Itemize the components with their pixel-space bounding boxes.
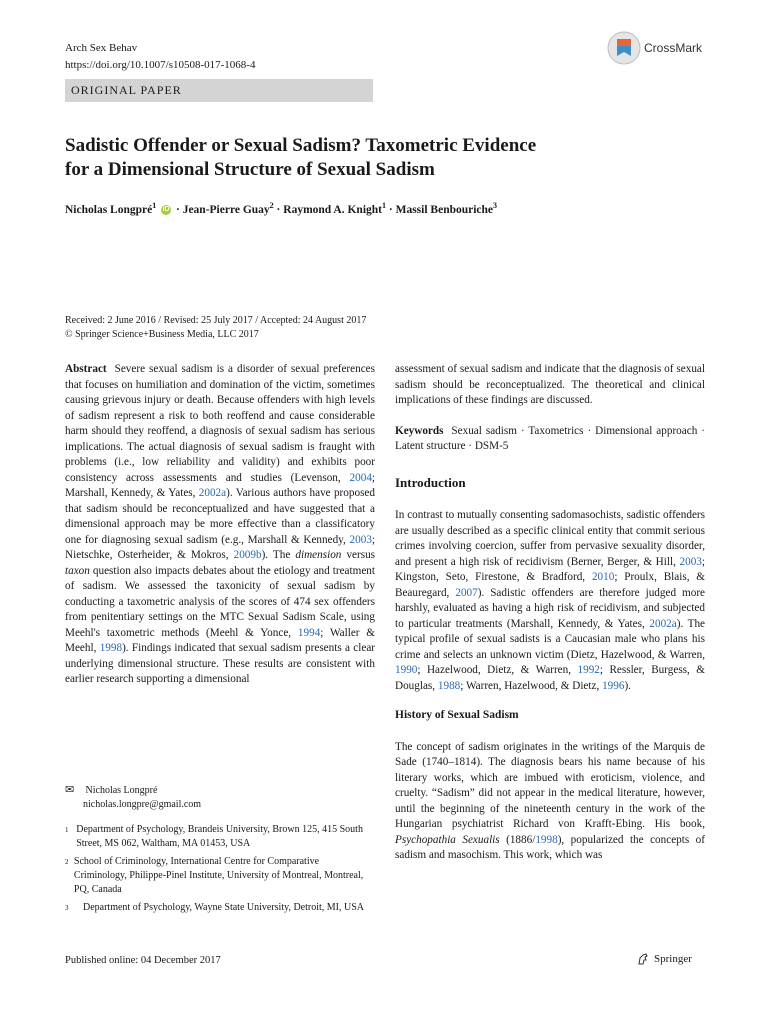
abstract-text: ; Nietschke, Osterheider, & Mokros, [65,533,376,561]
citation-link[interactable]: 2003 [679,555,702,568]
author-name[interactable]: Nicholas Longpré [65,203,153,216]
doi-link[interactable]: https://doi.org/10.1007/s10508-017-1068-4 [65,59,256,71]
affiliation-item [65,855,365,897]
abstract-continued: assessment of sexual sadism and indicate that the diagnosis of sexual sadism should be reconceptualized. The theoretical and clinical implications of these findings are discussed. [395,363,705,406]
citation-link[interactable]: 1998 [99,642,123,654]
abstract-text: Severe sexual sadism is a disorder of sexual preferences that focuses on humiliation and domination of the victim, sometimes causing grievous injury or death. Because offenders with high levels of sadism represent a risk to both reoffend and cause considerable harm should they reoffend, a diagnosis of sexual sadism has serious implications. The actual diagnosis of sexual sadism is fraught with problems (i.e., low reliability and validity) and exhibits poor consistency across assessments and studies (Levenson, [65,363,375,484]
correspondence-block [65,783,375,812]
springer-horse-icon [636,952,650,966]
author-name[interactable]: Massil Benbouriche [395,203,494,216]
correspondence-name: Nicholas Longpré [85,785,158,796]
citation-link[interactable]: 1996 [602,679,625,692]
section-heading-introduction: Introduction [395,474,466,490]
history-paragraph [395,740,705,864]
citation-link[interactable]: 2010 [591,571,615,583]
crossmark-badge[interactable] [606,28,736,68]
journal-name: Arch Sex Behav [65,42,138,54]
right-column [395,362,705,864]
citation-link[interactable]: 1994 [297,626,321,639]
abstract-label: Abstract [65,363,107,375]
author-list: Nicholas Longpré$^1$ iD · Jean-Pierre Guay$^2$ · Raymond A. Knight$^1$ · Massil Benbouriche$^3$ [65,201,498,216]
citation-link[interactable]: 1992 [577,664,600,676]
citation-link[interactable]: 2007 [455,586,478,599]
abstract-text: ; Marshall, Kennedy, & Yates, [65,471,376,499]
citation-link[interactable]: 1998 [535,833,558,846]
affiliation-item [65,823,365,851]
citation-link[interactable]: 1988 [437,679,461,692]
author-affiliation-ref: 3 [493,201,498,210]
emphasis-text: dimension [295,549,342,561]
affiliation-number: 2 [65,858,69,866]
affiliation-number: 1 [65,826,69,834]
citation-link[interactable]: 2009b [233,549,262,561]
crossmark-label: CrossMark [644,41,703,55]
published-date: Published online: 04 December 2017 [65,955,221,966]
body-text: ). The typical profile of sexual sadists is a Caucasian male who plans his crime and selects an unknown victim (Dietz, Hazelwood, & Warren, [395,617,706,661]
title-line-2: for a Dimensional Structure of Sexual Sadism [65,159,435,180]
body-text: ; Ressler, Burgess, & Douglas, [395,664,705,692]
submission-dates: Received: 2 June 2016 / Revised: 25 July 2017 / Accepted: 24 August 2017 [65,315,367,326]
emphasis-text: taxon [65,564,90,577]
abstract-text: ). The [261,549,291,561]
article-title [65,134,705,182]
subsection-heading-history: History of Sexual Sadism [395,709,519,721]
citation-link[interactable]: 2004 [349,471,372,484]
article-type-badge: ORIGINAL PAPER [65,79,373,102]
correspondence-email[interactable]: nicholas.longpre@gmail.com [83,799,202,810]
body-text: ). Sadistic offenders are therefore judged more harshly, evaluated as having a high risk of recidivism, and subjected to particular treatments (Marshall, Kennedy, & Yates, [395,586,706,630]
affiliation-number: 3 [65,904,69,912]
body-text: ; Warren, Hazelwood, & Dietz, [460,679,600,692]
body-text: ; Proulx, Blais, & Beauregard, [395,571,706,599]
publisher-name: Springer [654,953,692,965]
affiliation-text: Department of Psychology, Brandeis University, Brown 125, 415 South Street, MS 062, Waltham, MA 01453, USA [76,824,363,849]
author-name[interactable]: Jean-Pierre Guay [182,203,270,216]
body-text: In contrast to mutually consenting sadomasochists, sadistic offenders are usually described as a specific clinical entity that commit serious crimes involving coercion, suffer from pervasive sexuality disorder, and present a high risk of recidivism (Berner, Berger, & Hill, [395,509,705,568]
body-text: (1886/ [506,833,536,846]
abstract-text: ; Waller & Meehl, [65,626,375,654]
abstract-text: versus [346,549,376,561]
body-text: ). [624,679,631,692]
crossmark-icon [606,30,642,66]
orcid-icon[interactable]: iD [162,206,170,214]
copyright-notice: © Springer Science+Business Media, LLC 2017 [65,329,259,340]
keywords-label: Keywords [395,424,444,437]
left-column [65,362,375,688]
abstract-paragraph [65,362,375,688]
body-text: ; Kingston, Seto, Firestone, & Bradford, [395,555,705,583]
author-affiliation-ref: 2 [269,201,274,210]
abstract-text: ). Various authors have proposed that sadism should be reconceptualized and have suggested that a dimensional approach may be more effective than a classificatory one for diagnosing sexual sadism (e.g., Marshall & Kennedy, [65,487,375,546]
envelope-icon: ✉ [65,784,75,796]
body-text: ; Hazelwood, Dietz, & Warren, [417,664,572,676]
abstract-text: question also impacts debates about the etiology and treatment of sadism. We assessed the taxonicity of sexual sadism by conducting a taxometric analysis of the scores of 474 sex offenders from penitentiary settings on the MTC Sexual Sadism Scale, using Meehl's taxometric methods (Meehl & Yonce, [65,564,375,639]
keywords-text: Sexual sadism · Taxometrics · Dimensional approach · Latent structure · DSM-5 [395,424,705,452]
keywords-paragraph [395,424,705,455]
emphasis-text: Psychopathia Sexualis [395,833,500,846]
body-text: The concept of sadism originates in the writings of the Marquis de Sade (1740–1814). The diagnosis bears his name because of his literary works, which are imbued with eroticism, violence, and cruelty. “Sadism” did not appear in the medical literature, however, until the beginning of the nineteenth century in the work of the Hungarian psychiatrist Richard von Krafft-Ebing. His book, [395,740,705,830]
introduction-paragraph [395,508,705,694]
citation-link[interactable]: 2002a [649,617,677,630]
affiliation-text: Department of Psychology, Wayne State University, Detroit, MI, USA [83,902,365,913]
affiliation-text: School of Criminology, International Centre for Comparative Criminology, Philippe-Pinel Institute, University of Montreal, Montreal, PQ, Canada [73,856,364,895]
author-affiliation-ref: 1 [152,201,157,210]
citation-link[interactable]: 1990 [395,664,418,676]
author-name[interactable]: Raymond A. Knight [283,203,382,216]
journal-header [65,40,255,74]
citation-link[interactable]: 2003 [349,533,372,546]
affiliation-item [65,901,365,915]
article-dates [65,314,366,342]
citation-link[interactable]: 2002a [198,487,227,499]
title-line-1: Sadistic Offender or Sexual Sadism? Taxometric Evidence [65,135,537,156]
author-affiliation-ref: 1 [382,201,386,210]
abstract-text: ). Findings indicated that sexual sadism presents a clear underlying dimensional structure. These results are consistent with earlier research supporting a dimensional [65,642,376,685]
body-text: ), popularized the concepts of sadism and masochism. This work, which was [395,833,705,861]
publisher-logo [636,952,692,966]
